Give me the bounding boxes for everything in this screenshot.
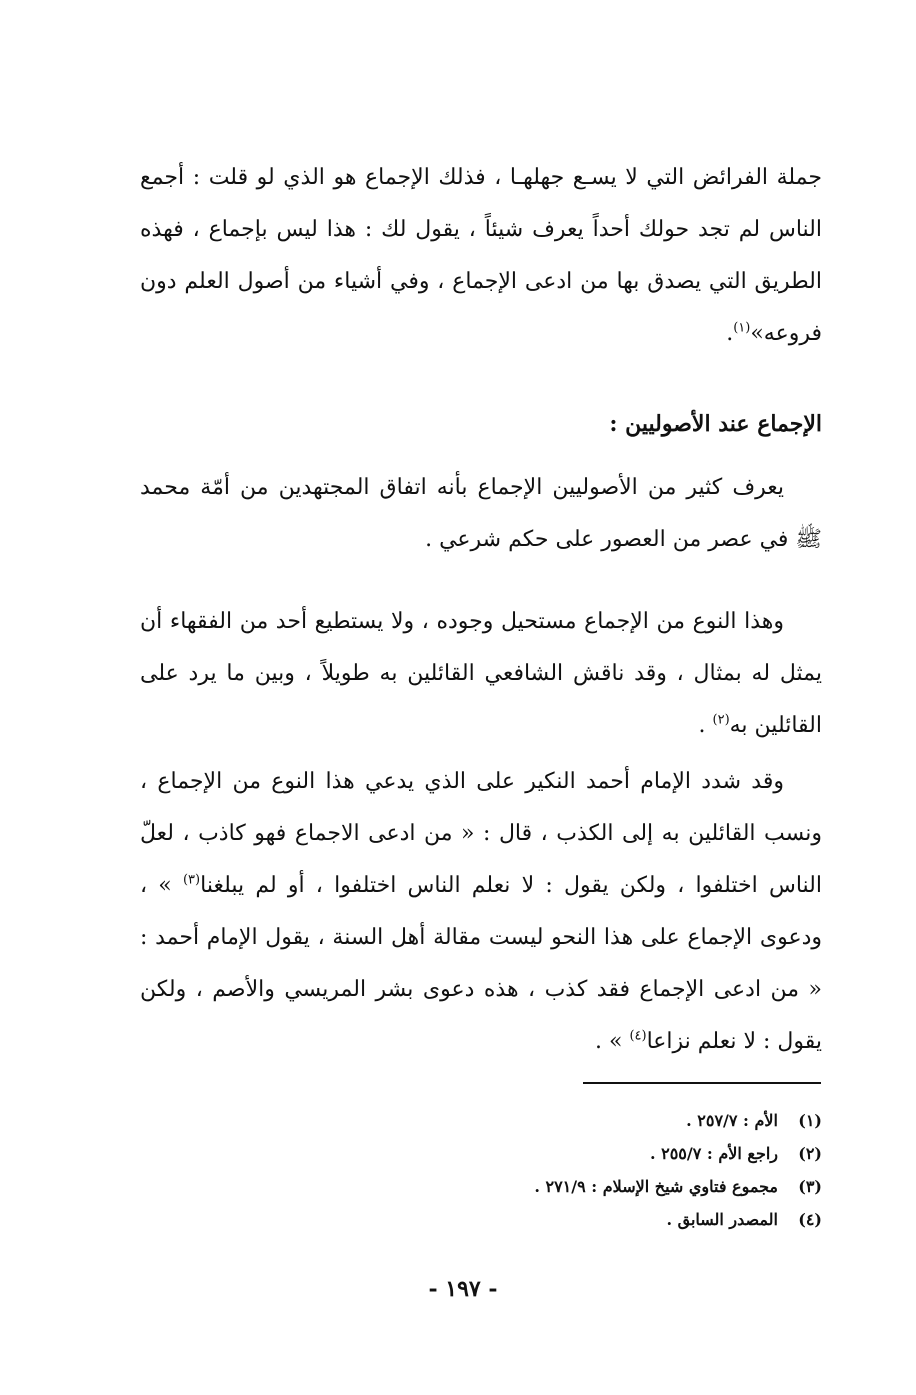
paragraph-4-part-2: » ، ودعوى الإجماع على هذا النحو ليست مقالة أهل السنة ، يقول الإمام أحمد : « من ادعى الإجماع فقد كذب ، هذه دعوى بشر المريسي والأصم ، ولكن يقول : لا نعلم نزاعا xyxy=(140,873,822,1054)
paragraph-1-tail: . xyxy=(726,321,734,346)
footnote-4 xyxy=(300,1203,822,1236)
paragraph-2 xyxy=(140,462,822,566)
paragraph-4-part-1: وقد شدد الإمام أحمد النكير على الذي يدعي هذا النوع من الإجماع ، ونسب القائلين به إلى الكذب ، قال : « من ادعى الاجماع فهو كاذب ، لعلّ الناس اختلفوا ، ولكن يقول : لا نعلم الناس اختلفوا ، أو لم يبلغنا xyxy=(140,769,822,898)
paragraph-3-tail: . xyxy=(698,713,713,738)
paragraph-3 xyxy=(140,596,822,752)
footnote-text: المصدر السابق . xyxy=(666,1210,778,1229)
paragraph-3-text: وهذا النوع من الإجماع مستحيل وجوده ، ولا يستطيع أحد من الفقهاء أن يمثل له بمثال ، وقد ناقش الشافعي القائلين به طويلاً ، وبين ما يرد على القائلين به xyxy=(140,609,822,738)
footnote-3 xyxy=(300,1170,822,1203)
footnote-text: راجع الأم : ٢٥٥/٧ . xyxy=(649,1144,778,1163)
footnote-1 xyxy=(300,1104,822,1137)
section-heading xyxy=(140,398,822,450)
paragraph-1-text: جملة الفرائض التي لا يسـع جهلهـا ، فذلك الإجماع هو الذي لو قلت : أجمع الناس لم تجد حولك أحداً يعرف شيئاً ، يقول لك : هذا ليس بإجماع ، فهذه الطريق التي يصدق بها من ادعى الإجماع ، وفي أشياء من أصول العلم دون فروعه» xyxy=(140,165,822,346)
footnote-number: (٢) xyxy=(798,1144,822,1163)
footnote-ref-3[interactable]: (٣) xyxy=(182,872,201,888)
paragraph-4-tail: » . xyxy=(595,1029,630,1054)
paragraph-1 xyxy=(140,152,822,360)
footnote-divider xyxy=(583,1082,821,1084)
paragraph-4 xyxy=(140,756,822,1068)
footnote-ref-1[interactable]: (١) xyxy=(733,320,751,336)
footnote-ref-4[interactable]: (٤) xyxy=(629,1028,647,1044)
section-heading-text: الإجماع عند الأصوليين : xyxy=(609,411,822,437)
footnote-number: (٣) xyxy=(798,1177,822,1196)
footnote-text: الأم : ٢٥٧/٧ . xyxy=(686,1111,778,1130)
paragraph-2-text: يعرف كثير من الأصوليين الإجماع بأنه اتفاق المجتهدين من أمّة محمد ﷺ في عصر من العصور على حكم شرعي . xyxy=(140,475,822,552)
footnote-number: (١) xyxy=(798,1111,822,1130)
footnote-ref-2[interactable]: (٢) xyxy=(712,712,730,728)
footnotes xyxy=(300,1104,822,1236)
page-number: - ١٩٧ - xyxy=(428,1276,498,1302)
footnote-number: (٤) xyxy=(798,1210,822,1229)
footnote-text: مجموع فتاوي شيخ الإسلام : ٢٧١/٩ . xyxy=(534,1177,778,1196)
footnote-2 xyxy=(300,1137,822,1170)
